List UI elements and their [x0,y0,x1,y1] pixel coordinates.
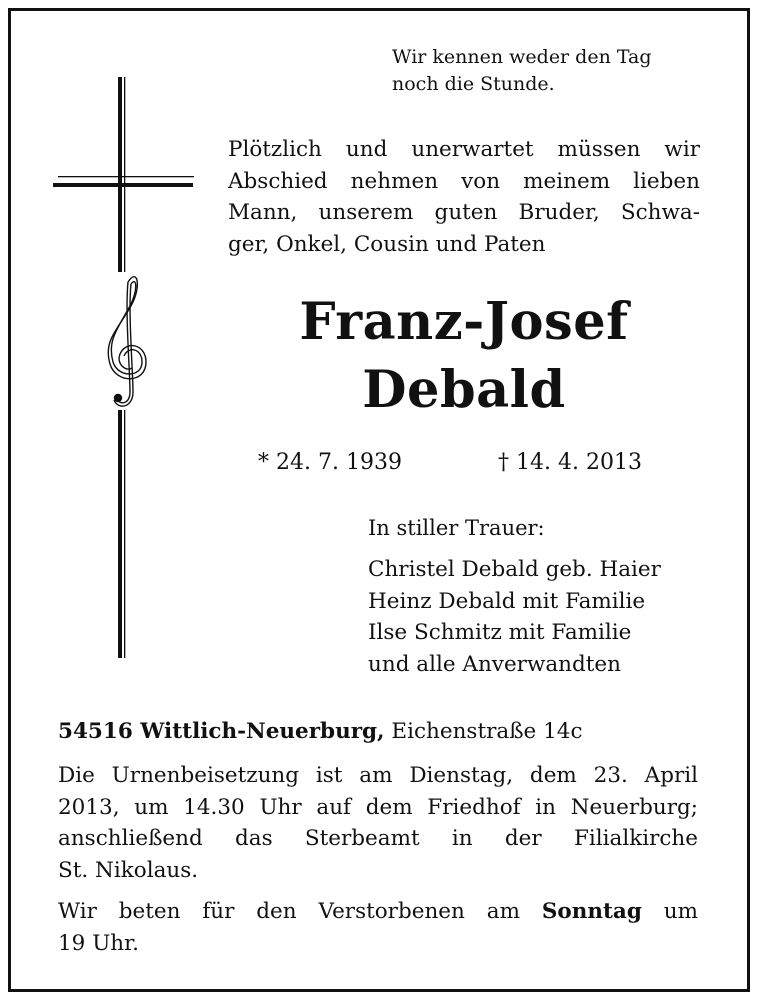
first-name: Franz-Josef [299,292,629,352]
last-name: Debald [362,360,566,420]
mourner: Ilse Schmitz mit Familie [368,620,632,645]
motto-line: Wir kennen weder den Tag [392,46,652,68]
address-street: Eichenstraße 14c [391,719,583,744]
notice-line: Die Urnenbeisetzung ist am Dienstag, dem 23. April [58,763,698,788]
motto-line: noch die Stunde. [392,73,555,95]
prayer-before: Wir beten für den Verstorbenen am [58,899,520,924]
mourning-label: In stiller Trauer: [368,516,545,540]
funeral-notice [58,760,698,886]
address-city: 54516 Wittlich-Neuerburg, [58,719,385,744]
prayer-day: Sonntag [541,899,642,924]
mourners-list [368,554,728,680]
motto [392,44,722,98]
cross-icon [48,72,198,662]
intro-text [228,134,700,260]
mourner: Christel Debald geb. Haier [368,557,661,582]
intro-line: Mann, unserem guten Bruder, Schwa- [228,200,700,225]
intro-line: ger, Onkel, Cousin und Paten [228,231,546,257]
prayer-line: 19 Uhr. [58,930,139,956]
prayer-line [58,896,698,928]
notice-line: St. Nikolaus. [58,857,199,883]
death-date: † 14. 4. 2013 [498,450,642,475]
intro-line: Plötzlich und unerwartet müssen wir [228,137,700,162]
prayer-notice [58,896,698,959]
prayer-after: um [663,899,698,924]
mourner: Heinz Debald mit Familie [368,588,646,614]
address [58,716,698,747]
birth-date: * 24. 7. 1939 [258,450,402,475]
notice-line: 2013, um 14.30 Uhr auf dem Friedhof in Neuerburg; [58,794,698,820]
mourner: und alle Anverwandten [368,651,621,677]
treble-clef-icon [108,277,146,406]
deceased-name [228,288,700,424]
intro-line: Abschied nehmen von meinem lieben [228,168,700,194]
notice-line: anschließend das Sterbeamt in der Filialkirche [58,826,698,851]
